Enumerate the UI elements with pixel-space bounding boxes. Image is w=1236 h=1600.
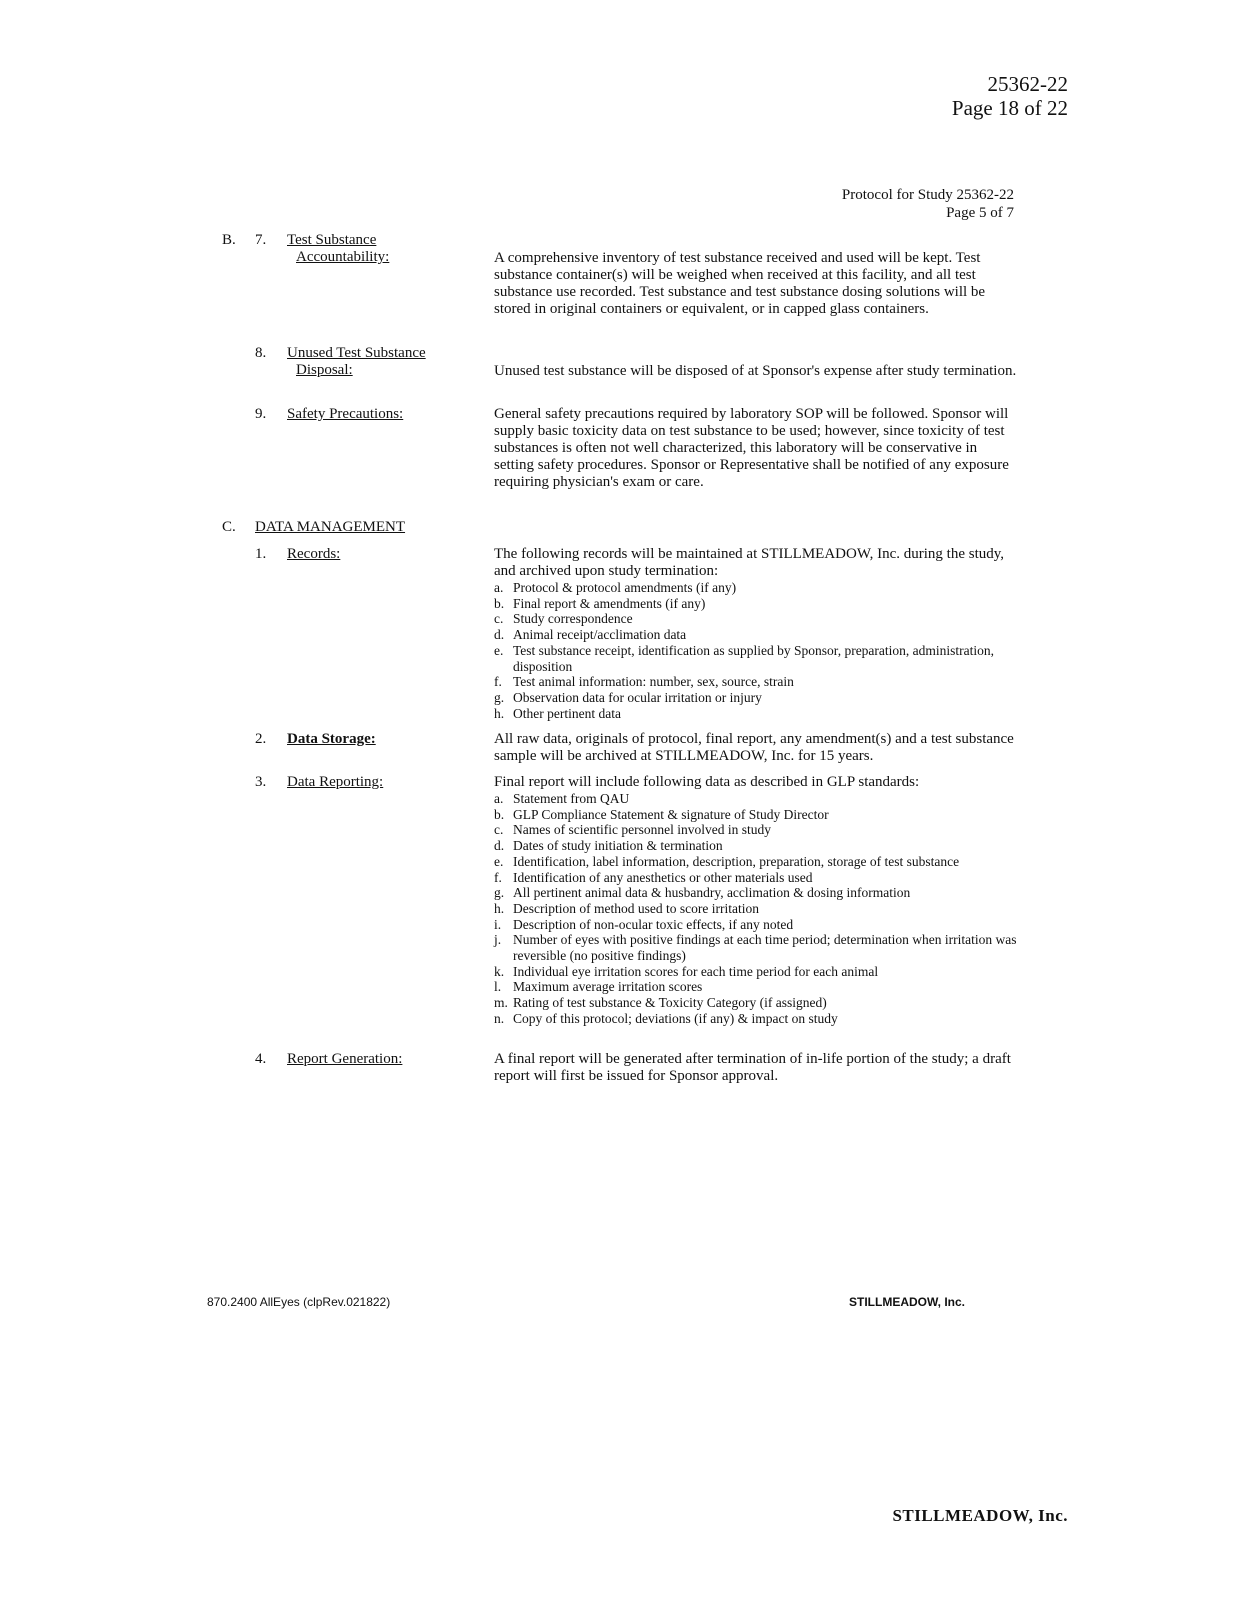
protocol-page: Page 5 of 7: [946, 205, 1014, 221]
list-item: j. Number of eyes with positive findings at each time period; determination when irritation was reversible (no positive findings): [494, 932, 1017, 964]
list-item: k. Individual eye irritation scores for each time period for each animal: [494, 963, 879, 979]
list-item: b. Final report & amendments (if any): [494, 595, 706, 611]
list-item: f. Test animal information: number, sex, source, strain: [494, 674, 794, 690]
list-item: e. Test substance receipt, identification as supplied by Sponsor, preparation, administration, disposition: [494, 642, 995, 674]
list-item: g. Observation data for ocular irritation or injury: [494, 689, 762, 705]
list-item: c. Study correspondence: [494, 611, 633, 627]
records-label: Records:: [287, 546, 341, 562]
storage-text: All raw data, originals of protocol, final report, any amendment(s) and a test substance sample will be archived at STILLMEADOW, Inc. for 15 years.: [494, 731, 1014, 764]
item-7-label-line1: Test Substance: [287, 232, 377, 248]
reporting-block: [494, 774, 1019, 1027]
reporting-label: Data Reporting:: [287, 774, 384, 790]
list-item: l. Maximum average irritation scores: [494, 979, 703, 995]
list-item: a. Statement from QAU: [494, 791, 630, 806]
section-b-letter: B.: [222, 232, 236, 248]
item-9-text: General safety precautions required by laboratory SOP will be followed. Sponsor will supply basic toxicity data on test substance to be used; however, since toxicity of test substances is often not well characterized, this laboratory will be conservative in setting safety procedures. Sponsor or Representative shall be notified of any exposure requiring physician's exam or care.: [494, 406, 1009, 490]
page-number: Page 18 of 22: [951, 96, 1068, 120]
list-item: c. Names of scientific personnel involved in study: [494, 822, 771, 838]
protocol-title: Protocol for Study 25362-22: [841, 187, 1014, 203]
document-number: 25362-22: [987, 72, 1068, 96]
reporting-list: [494, 791, 1019, 1027]
list-item: e. Identification, label information, description, preparation, storage of test substance: [494, 853, 960, 869]
generation-label: Report Generation:: [287, 1051, 403, 1067]
list-item: h. Description of method used to score irritation: [494, 900, 759, 916]
storage-number: 2.: [255, 731, 267, 747]
item-9-number: 9.: [255, 406, 267, 422]
list-item: g. All pertinent animal data & husbandry, acclimation & dosing information: [494, 885, 911, 901]
item-7-number: 7.: [255, 232, 267, 248]
protocol-footer-id: 870.2400 AllEyes (clpRev.021822): [207, 1295, 391, 1309]
list-item: h. Other pertinent data: [494, 705, 621, 721]
list-item: f. Identification of any anesthetics or other materials used: [494, 869, 813, 885]
section-c-title: DATA MANAGEMENT: [255, 519, 406, 535]
item-8-label-line2: Disposal:: [296, 362, 353, 378]
list-item: a. Protocol & protocol amendments (if any): [494, 580, 737, 595]
item-7-text: A comprehensive inventory of test substance received and used will be kept. Test substance container(s) will be weighed when received at this facility, and all test substance use recorded. Test substance and test substance dosing solutions will be stored in original containers or equivalent, or in capped glass containers.: [494, 250, 986, 317]
protocol-footer-company: STILLMEADOW, Inc.: [849, 1295, 965, 1309]
list-item: d. Dates of study initiation & termination: [494, 838, 723, 854]
item-8-text: Unused test substance will be disposed of at Sponsor's expense after study termination.: [494, 363, 1017, 379]
storage-label: Data Storage:: [287, 731, 376, 747]
list-item: m. Rating of test substance & Toxicity Category (if assigned): [494, 995, 827, 1011]
list-item: d. Animal receipt/acclimation data: [494, 627, 687, 643]
records-block: [494, 546, 1019, 721]
generation-number: 4.: [255, 1051, 267, 1067]
item-9-label: Safety Precautions:: [287, 406, 404, 422]
section-c-letter: C.: [222, 519, 236, 535]
records-intro: The following records will be maintained at STILLMEADOW, Inc. during the study, and archived upon study termination:: [494, 546, 1005, 579]
reporting-intro: Final report will include following data as described in GLP standards:: [494, 774, 920, 790]
page-footer-company: STILLMEADOW, Inc.: [892, 1506, 1068, 1525]
list-item: b. GLP Compliance Statement & signature of Study Director: [494, 806, 829, 822]
item-8-label-line1: Unused Test Substance: [287, 345, 426, 361]
generation-text: A final report will be generated after termination of in-life portion of the study; a draft report will first be issued for Sponsor approval.: [494, 1051, 1011, 1084]
reporting-number: 3.: [255, 774, 267, 790]
records-list: [494, 580, 1019, 721]
item-7-label-line2: Accountability:: [296, 249, 390, 265]
list-item: i. Description of non-ocular toxic effects, if any noted: [494, 916, 794, 932]
list-item: n. Copy of this protocol; deviations (if any) & impact on study: [494, 1010, 838, 1026]
records-number: 1.: [255, 546, 267, 562]
item-8-number: 8.: [255, 345, 267, 361]
